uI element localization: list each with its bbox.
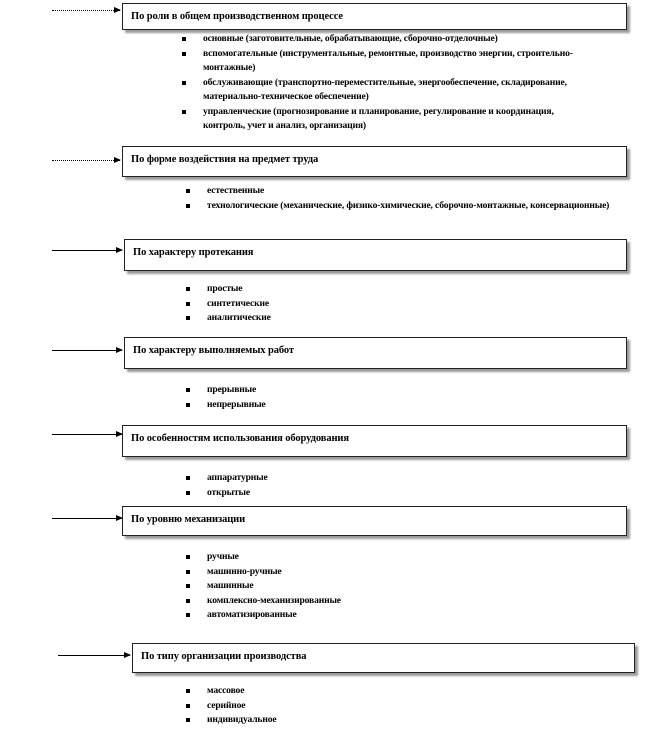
list-item: синтетические	[207, 297, 507, 312]
category-list-impact	[207, 184, 652, 213]
connector-arrow-organization	[58, 655, 130, 656]
category-box-organization	[132, 643, 635, 673]
category-title: По уровню механизации	[131, 514, 246, 525]
bullet-icon	[182, 52, 186, 56]
bullet-icon	[186, 689, 190, 693]
list-item: автоматизированные	[207, 608, 557, 623]
bullet-icon	[182, 110, 186, 114]
list-item: вспомогательные (инструментальные, ремонтные, производство энергии, строительно-монтажные)	[203, 47, 588, 76]
bullet-icon	[186, 555, 190, 559]
bullet-icon	[186, 189, 190, 193]
bullet-icon	[186, 613, 190, 617]
category-title: По типу организации производства	[141, 651, 307, 662]
bullet-icon	[186, 287, 190, 291]
list-item: прерывные	[207, 383, 507, 398]
bullet-icon	[186, 476, 190, 480]
bullet-icon	[186, 704, 190, 708]
category-title: По форме воздействия на предмет труда	[131, 154, 319, 165]
bullet-icon	[186, 388, 190, 392]
bullet-icon	[186, 403, 190, 407]
bullet-icon	[186, 599, 190, 603]
connector-arrow-mechanization	[52, 518, 122, 519]
category-box-role	[122, 3, 627, 30]
category-box-work	[124, 337, 627, 369]
connector-arrow-flow	[52, 250, 122, 251]
bullet-icon	[186, 302, 190, 306]
list-item: технологические (механические, физико-химические, сборочно-монтажные, консервационные)	[207, 199, 652, 214]
list-item: аппаратурные	[207, 471, 507, 486]
bullet-icon	[186, 204, 190, 208]
list-item: естественные	[207, 184, 652, 199]
category-title: По характеру выполняемых работ	[133, 345, 294, 356]
category-list-organization	[207, 684, 507, 728]
list-item: комплексно-механизированные	[207, 594, 557, 609]
list-item: управленческие (прогнозирование и планирование, регулирование и координация, контроль, учет и анализ, организация)	[203, 105, 588, 134]
bullet-icon	[182, 37, 186, 41]
category-list-role	[203, 32, 588, 134]
bullet-icon	[182, 81, 186, 85]
bullet-icon	[186, 584, 190, 588]
category-list-work	[207, 383, 507, 412]
category-box-mechanization	[122, 506, 627, 536]
category-title: По роли в общем производственном процессе	[131, 11, 343, 22]
category-list-flow	[207, 282, 507, 326]
category-title: По особенностям использования оборудования	[131, 433, 349, 444]
list-item: непрерывные	[207, 398, 507, 413]
list-item: массовое	[207, 684, 507, 699]
bullet-icon	[186, 491, 190, 495]
connector-arrow-work	[52, 350, 122, 351]
list-item: серийное	[207, 699, 507, 714]
list-item: индивидуальное	[207, 713, 507, 728]
list-item: обслуживающие (транспортно-переместительные, энергообеспечение, складирование, материально-техническое обеспечение)	[203, 76, 588, 105]
category-box-flow	[124, 239, 627, 271]
connector-arrow-impact	[52, 160, 120, 161]
list-item: открытые	[207, 486, 507, 501]
category-title: По характеру протекания	[133, 247, 254, 258]
category-box-equipment	[122, 425, 627, 457]
list-item: машинные	[207, 579, 557, 594]
list-item: аналитические	[207, 311, 507, 326]
connector-arrow-equipment	[52, 434, 122, 435]
connector-arrow-role	[52, 10, 120, 11]
category-box-impact	[122, 146, 627, 177]
bullet-icon	[186, 718, 190, 722]
bullet-icon	[186, 316, 190, 320]
list-item: основные (заготовительные, обрабатывающие, сборочно-отделочные)	[203, 32, 588, 47]
category-list-equipment	[207, 471, 507, 500]
list-item: машинно-ручные	[207, 565, 557, 580]
bullet-icon	[186, 570, 190, 574]
list-item: простые	[207, 282, 507, 297]
list-item: ручные	[207, 550, 557, 565]
category-list-mechanization	[207, 550, 557, 623]
